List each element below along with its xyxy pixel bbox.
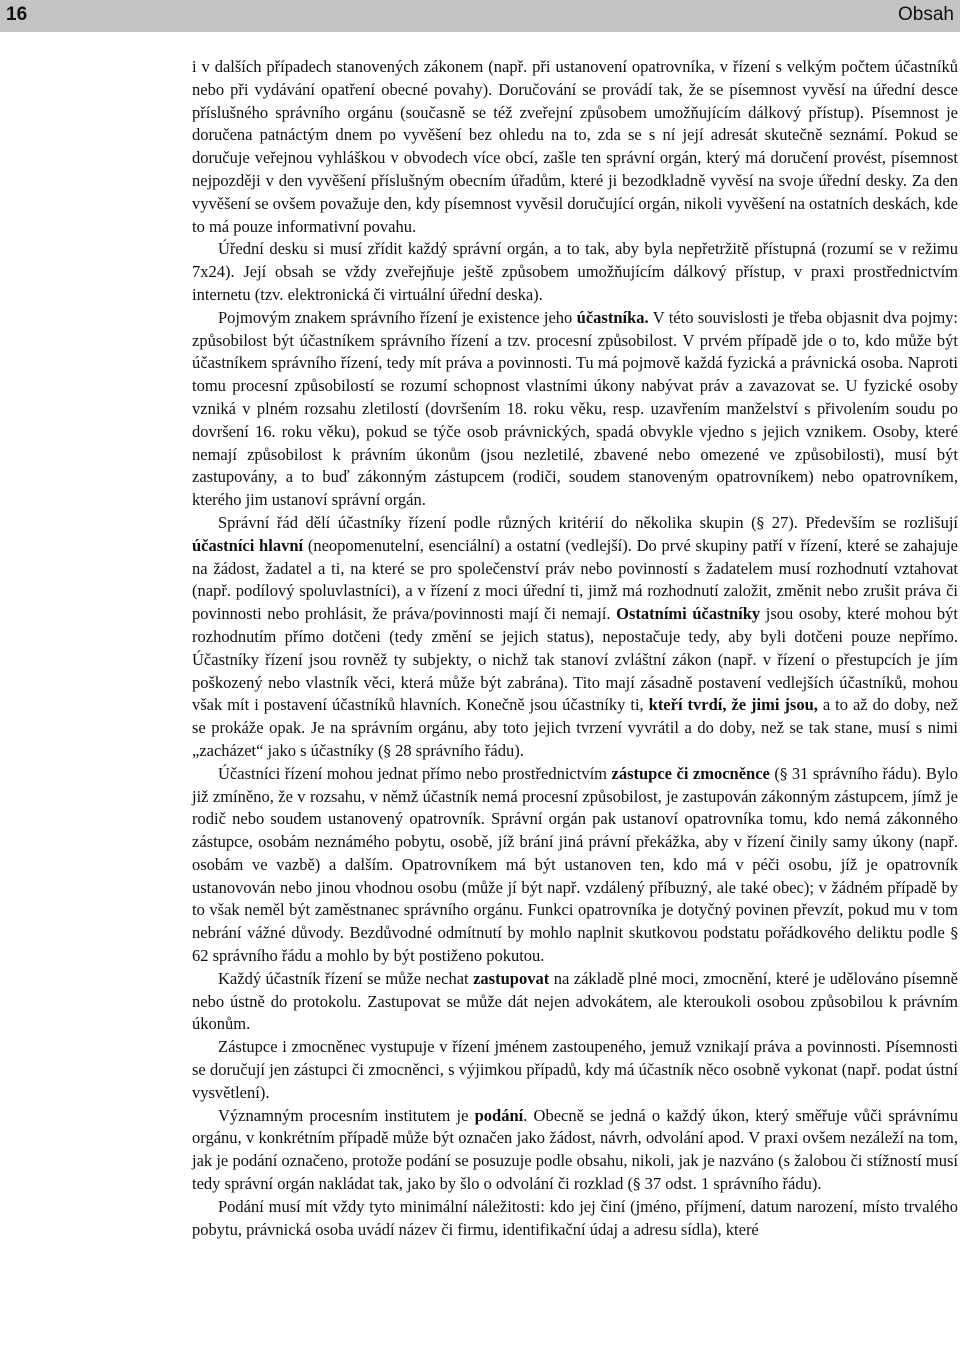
section-symbol: § — [756, 513, 765, 532]
paragraph — [192, 1105, 958, 1196]
text-run: (neopomenutelní, esenciální) a ostatní (vedlejší). Do prvé skupiny patří v řízení, které se zahajuje na žádost, žadatel a ti, na které se pro společenství práv nebo povinností s žadatelem musí rozhodnutí vztahovat (např. podílový spoluvlastníci), a v řízení z moci úřední ti, jimž má rozhodnutí založit, změnit nebo zrušit práva či povinnosti nebo prohlásit, že práva/povinnosti mají či nemají. — [192, 535, 958, 624]
bold-term: účastníka. — [576, 307, 649, 327]
text-run: jsou osoby, které mohou být rozhodnutím přímo dotčeni (tedy změní se jejich status), nepostačuje tedy, aby byli dotčeni pouze nepřímo. Účastníky řízení jsou rovněž ty subjekty, o nichž tak stanoví zvláštní zákon (např. v řízení o přestupcích je jím poškozený nebo vlastník věci, která může být zabrána). Tito mají zásadně postavení vedlejších účastníků, mohou však mít i postavení účastníků hlavních. Konečně jsou účastníky ti, — [192, 604, 959, 715]
paragraph — [192, 512, 958, 763]
paragraph — [192, 238, 958, 306]
text-run: Úřední desku si musí zřídit každý správní orgán, a to tak, aby byla nepřetržitě přístupná (rozumí se v režimu 7x24). Její obsah se vždy zveřejňuje ještě způsobem umožňujícím dálkový přístup, v praxi prostřednictvím internetu (tzv. elektronická či virtuální úřední deska). — [192, 239, 958, 304]
section-symbol: § — [632, 1175, 641, 1194]
text-run: na základě plné moci, zmocnění, které je udělováno písemně nebo ústně do protokolu. Zastupovat se může dát nejen advokátem, ale kteroukoli osobou způsobilou k právním úkonům. — [192, 968, 958, 1034]
text-run: Významným procesním institutem je — [218, 1105, 475, 1125]
section-symbol: § — [950, 924, 958, 943]
section-symbol: § — [383, 741, 391, 760]
text-run: Správní řád dělí účastníky řízení podle různých kritérií do několika skupin ( — [218, 512, 757, 532]
paragraph — [192, 56, 958, 238]
body-text — [192, 56, 958, 1241]
bold-term: Ostatními účastníky — [616, 604, 761, 624]
section-symbol: § — [779, 764, 788, 783]
bold-term: zastupovat — [473, 968, 550, 988]
text-run: a to až do doby, než se prokáže opak. Je na správním orgánu, aby toto jejich tvrzení vyvrátil a do doby, než se tak stane, musí s nimi „zacházet“ jako s účastníky ( — [192, 695, 958, 760]
bold-term: účastníci hlavní — [192, 535, 304, 555]
text-run: 28 správního řádu). — [390, 740, 524, 760]
text-run: Pojmovým znakem správního řízení je existence jeho — [218, 307, 577, 327]
section-title: Obsah — [898, 4, 954, 25]
text-run: . Obecně se jedná o každý úkon, který směřuje vůči správnímu orgánu, v konkrétním případě může být označen jako žádost, návrh, odvolání apod. V praxi ovšem nezáleží na tom, jak je podání označeno, protože podání se posuzuje podle obsahu, nikoli, jak je nazváno (s žalobou či stížností musí tedy správní orgán nakládat tak, jako by šlo o odvolání či rozklad ( — [192, 1105, 958, 1194]
text-run: Účastníci řízení mohou jednat přímo nebo prostřednictvím — [218, 763, 612, 783]
page-number: 16 — [6, 4, 28, 25]
text-run: 37 odst. 1 správního řádu). — [640, 1174, 822, 1194]
paragraph — [192, 763, 958, 968]
text-run: ( — [769, 763, 780, 783]
paragraph — [192, 1036, 958, 1104]
text-run: 62 správního řádu a mohlo by být postiženo pokutou. — [192, 946, 545, 966]
paragraph — [192, 307, 958, 512]
text-run: Podání musí mít vždy tyto minimální náležitosti: kdo jej činí (jméno, příjmení, datum narození, místo trvalého pobytu, právnická osoba uvádí název či firmu, identifikační údaj a adresu sídla), které — [192, 1196, 958, 1239]
paragraph — [192, 1196, 958, 1242]
page-header — [0, 0, 960, 32]
bold-term: podání — [474, 1105, 524, 1125]
text-run: 31 správního řádu). Bylo již zmíněno, že v rozsahu, v němž účastník nemá procesní způsobilost, je zastupován zákonným zástupcem, jímž je rodič nebo soudem ustanovený opatrovník. Správní orgán pak ustanoví opatrovníka tomu, kdo nemá zákonného zástupce, osobám neznámého pobytu, osobě, jíž brání jiná právní překážka, aby v řízení činily samy úkony (např. osobám ve vazbě) a dalším. Opatrovníkem má být ustanoven ten, kdo má v péči osobu, jíž je opatrovník ustanovován nebo jinou vhodnou osobu (může jí být např. vzdálený příbuzný, ale také obec); v žádném případě by to však neměl být zaměstnanec správního orgánu. Funkci opatrovníka je dotyčný povinen převzít, pokud mu v tom nebrání vážné důvody. Bezdůvodné odmítnutí by mohlo naplnit skutkovou podstatu pořádkového deliktu podle — [192, 763, 958, 943]
bold-term: zástupce či zmocněnce — [611, 763, 770, 783]
text-run: i v dalších případech stanovených zákonem (např. při ustanovení opatrovníka, v řízení s velkým počtem účastníků nebo při vydávání opatření obecné povahy). Doručování se provádí tak, že se písemnost vyvěsí na úřední desce příslušného správního orgánu (současně se též zveřejní způsobem umožňujícím dálkový přístup). Písemnost je doručena patnáctým dnem po vyvěšení bez ohledu na to, zda se s ní její adresát skutečně seznámí. Pokud se doručuje veřejnou vyhláškou v obvodech více obcí, zašle ten správní orgán, který má doručení provést, písemnost nejpozději v den vyvěšení příslušným obecním úřadům, které ji bezodkladně vyvěsí na svoje úřední desky. Za den vyvěšení se ovšem považuje den, kdy písemnost vyvěsil doručující orgán, nikoli vyvěšení na ostatních deskách, kde to má pouze informativní povahu. — [192, 57, 958, 236]
text-run: Zástupce i zmocněnec vystupuje v řízení jménem zastoupeného, jemuž vznikají práva a povinnosti. Písemnosti se doručují jen zástupci či zmocněnci, s výjimkou případů, kdy má účastník něco osobně vykonat (např. podat ústní vysvětlení). — [192, 1037, 958, 1102]
text-run: 27). Především se rozlišují — [764, 512, 958, 532]
text-run: Každý účastník řízení se může nechat — [218, 968, 474, 988]
paragraph — [192, 968, 958, 1036]
text-run: V této souvislosti je třeba objasnit dva pojmy: způsobilost být účastníkem správního řízení a tzv. procesní způsobilost. V prvém případě jde o to, kdo může být účastníkem správního řízení, tedy mít práva a povinnosti. Tu má pojmově každá fyzická a právnická osoba. Naproti tomu procesní způsobilostí se rozumí schopnost vlastními úkony nabývat práv a zavazovat se. U fyzické osoby vzniká v plném rozsahu zletilostí (dovršením 18. roku věku, resp. uzavřením manželství s přivolením soudu po dovršení 16. roku věku), pokud se týče osob právnických, spadá obvykle vjedno s jejich vznikem. Osoby, které nemají způsobilost k právním úkonům (jsou nezletilé, zbavené nebo omezené ve způsobilosti), musí být zastupovány, a to buď zákonným zástupcem (rodiči, soudem stanoveným opatrovníkem) nebo opatrovníkem, kterého jim ustanoví správní orgán. — [192, 307, 958, 510]
bold-term: kteří tvrdí, že jimi jsou, — [648, 695, 818, 715]
